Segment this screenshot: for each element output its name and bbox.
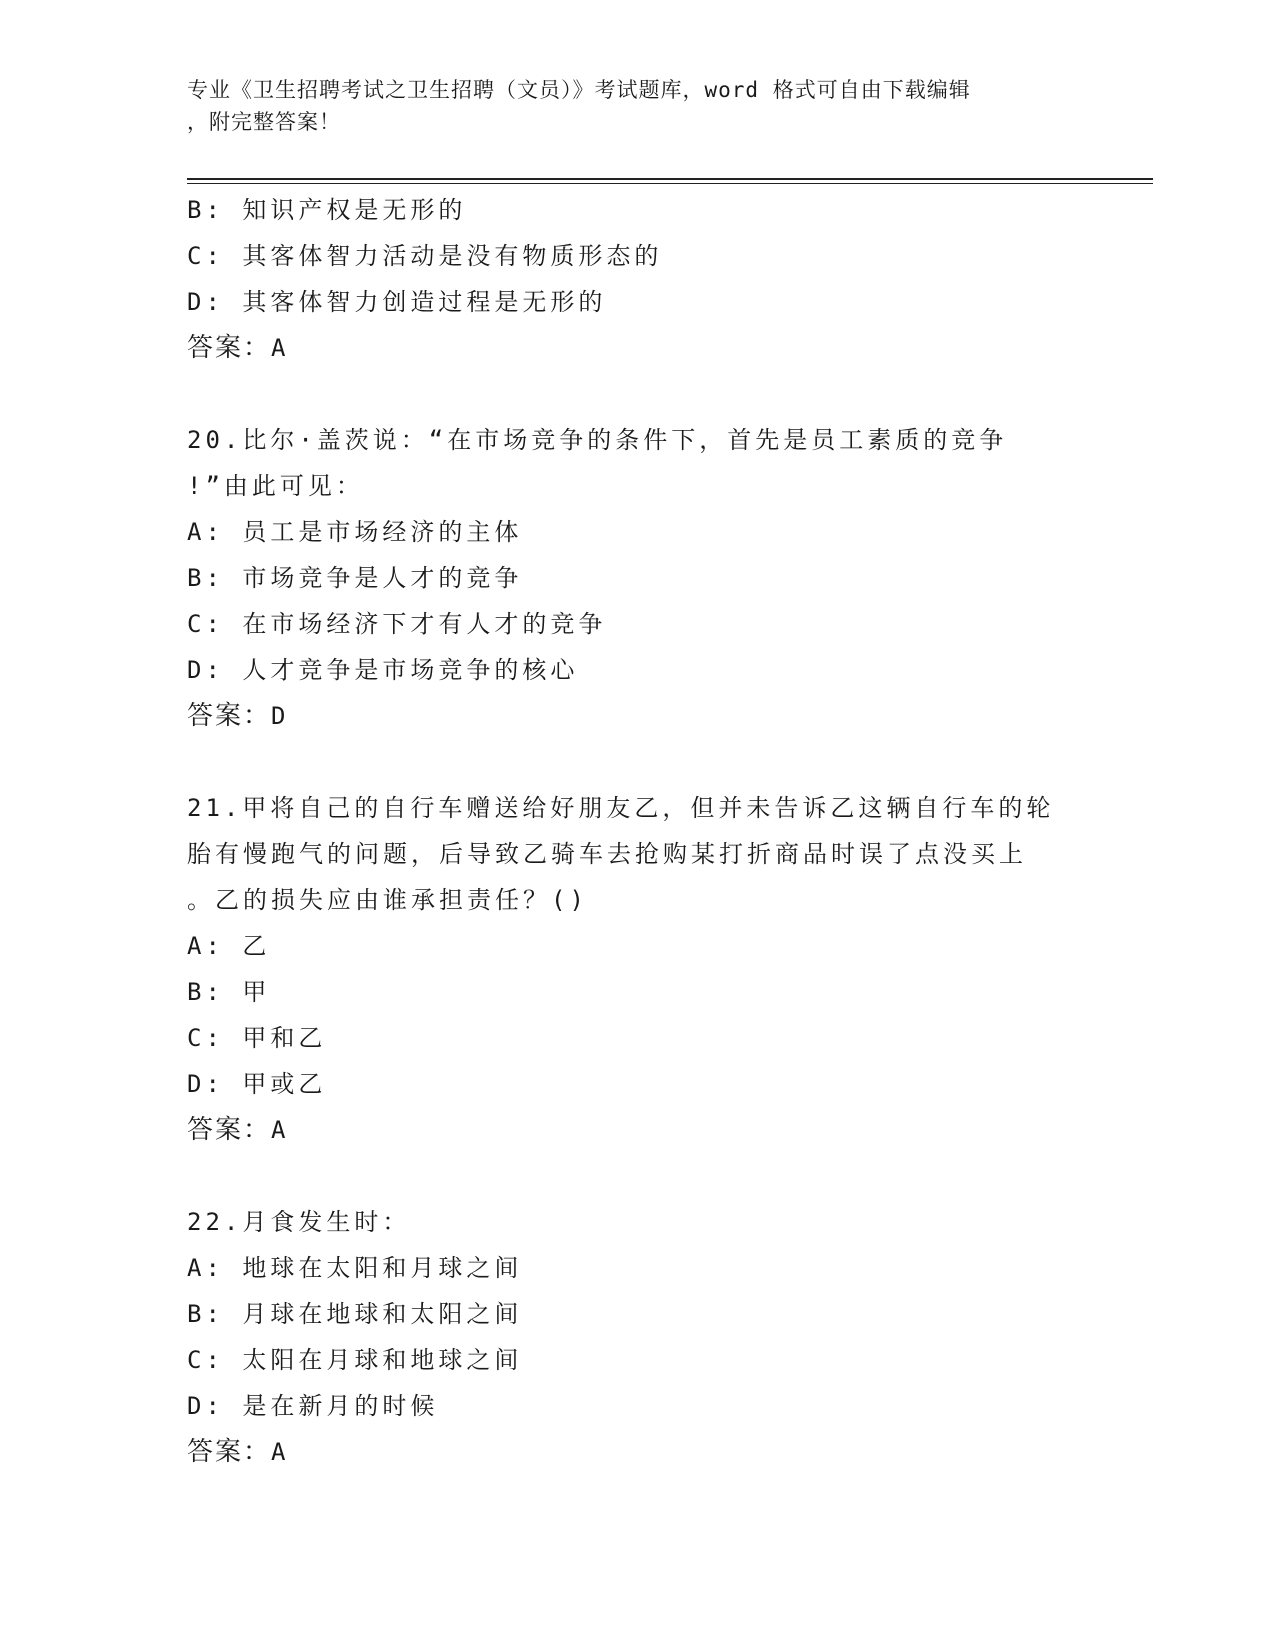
option-c: C: 甲和乙 — [187, 1024, 327, 1052]
answer-value: A — [271, 1438, 288, 1466]
option-c: C: 在市场经济下才有人才的竞争 — [187, 610, 607, 638]
answer-label: 答案： — [187, 701, 272, 731]
question-stem-line: 21.甲将自己的自行车赠送给好朋友乙，但并未告诉乙这辆自行车的轮 — [187, 794, 1055, 822]
question-stem-line: 。乙的损失应由谁承担责任？() — [187, 886, 588, 914]
question-stem-line: 20.比尔·盖茨说：“在市场竞争的条件下，首先是员工素质的竞争 — [187, 426, 1008, 454]
option-d: D: 甲或乙 — [187, 1070, 327, 1098]
answer-label: 答案： — [187, 1115, 272, 1145]
option-b: B: 月球在地球和太阳之间 — [187, 1300, 523, 1328]
option-d: D: 是在新月的时候 — [187, 1392, 439, 1420]
answer-line — [187, 693, 1107, 739]
answer-label: 答案： — [187, 333, 272, 363]
option-d: D: 其客体智力创造过程是无形的 — [187, 288, 607, 316]
answer-line — [187, 325, 1107, 371]
option-a: A: 地球在太阳和月球之间 — [187, 1254, 523, 1282]
header-line-2: ，附完整答案！ — [187, 110, 341, 134]
option-d: D: 人才竞争是市场竞争的核心 — [187, 656, 579, 684]
document-header — [187, 74, 1067, 138]
option-a: A: 乙 — [187, 932, 271, 960]
option-b: B: 甲 — [187, 978, 271, 1006]
question-stem-line: !”由此可见： — [187, 472, 364, 500]
header-divider-thin — [187, 183, 1153, 184]
option-a: A: 员工是市场经济的主体 — [187, 518, 523, 546]
question-19-tail — [187, 187, 1107, 371]
question-stem-line: 胎有慢跑气的问题，后导致乙骑车去抢购某打折商品时误了点没买上 — [187, 840, 1027, 868]
answer-label: 答案： — [187, 1437, 272, 1467]
answer-line — [187, 1429, 1107, 1475]
answer-value: A — [271, 334, 288, 362]
option-b: B: 知识产权是无形的 — [187, 196, 467, 224]
option-b: B: 市场竞争是人才的竞争 — [187, 564, 523, 592]
header-divider-thick — [187, 178, 1153, 180]
question-22 — [187, 1199, 1107, 1475]
header-line-1: 专业《卫生招聘考试之卫生招聘（文员）》考试题库，word 格式可自由下载编辑 — [187, 78, 971, 102]
question-21 — [187, 785, 1107, 1153]
question-list — [187, 187, 1107, 1475]
option-c: C: 其客体智力活动是没有物质形态的 — [187, 242, 663, 270]
question-stem-line: 22.月食发生时： — [187, 1208, 411, 1236]
answer-line — [187, 1107, 1107, 1153]
answer-value: A — [271, 1116, 288, 1144]
option-c: C: 太阳在月球和地球之间 — [187, 1346, 523, 1374]
question-20 — [187, 417, 1107, 739]
answer-value: D — [271, 702, 288, 730]
